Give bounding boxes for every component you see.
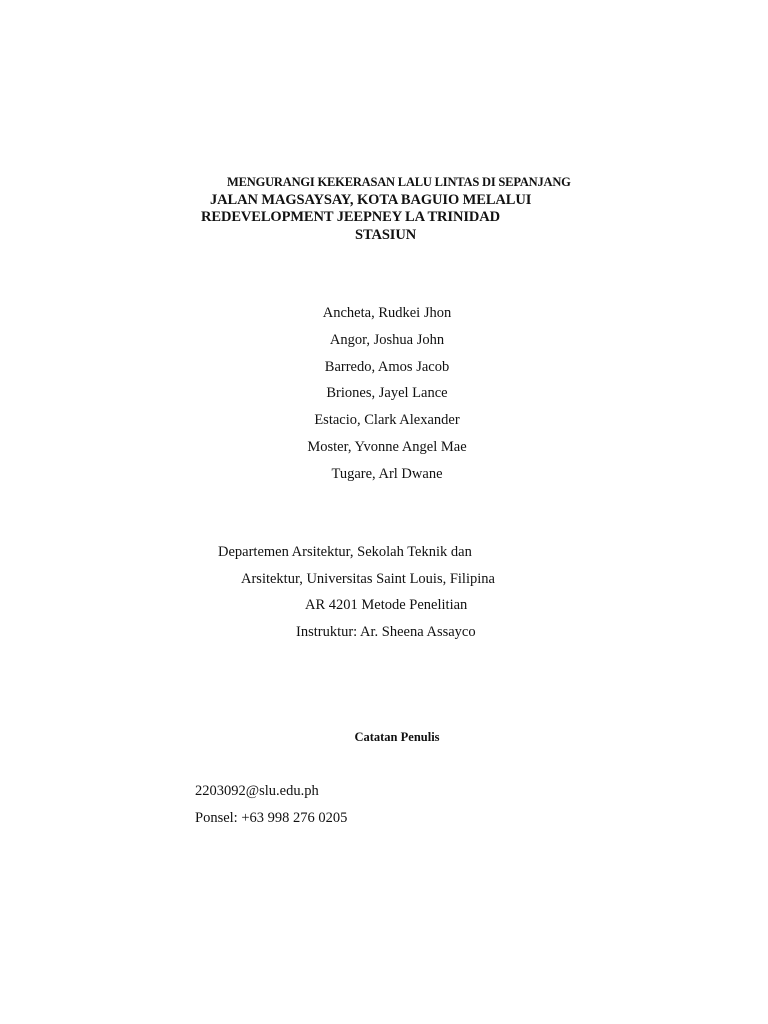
author-name: Tugare, Arl Dwane xyxy=(331,466,443,482)
author-note-heading: Catatan Penulis xyxy=(354,730,440,744)
title-line-4: STASIUN xyxy=(355,227,417,243)
affiliation-line-1: Departemen Arsitektur, Sekolah Teknik dan xyxy=(218,544,472,560)
author-email: 2203092@slu.edu.ph xyxy=(195,783,319,799)
author-name: Barredo, Amos Jacob xyxy=(324,359,450,375)
title-line-1: MENGURANGI KEKERASAN LALU LINTAS DI SEPANJANG xyxy=(227,175,571,189)
author-name: Moster, Yvonne Angel Mae xyxy=(307,439,467,455)
title-line-2: JALAN MAGSAYSAY, KOTA BAGUIO MELALUI xyxy=(210,192,532,208)
author-name: Estacio, Clark Alexander xyxy=(314,412,460,428)
instructor-line: Instruktur: Ar. Sheena Assayco xyxy=(296,624,476,640)
author-name: Angor, Joshua John xyxy=(329,332,445,348)
course-line: AR 4201 Metode Penelitian xyxy=(305,597,468,613)
author-name: Briones, Jayel Lance xyxy=(326,385,448,401)
author-phone: Ponsel: +63 998 276 0205 xyxy=(195,810,348,826)
affiliation-line-2: Arsitektur, Universitas Saint Louis, Filipina xyxy=(241,571,495,587)
author-name: Ancheta, Rudkei Jhon xyxy=(322,305,452,321)
title-line-3: REDEVELOPMENT JEEPNEY LA TRINIDAD xyxy=(201,209,500,225)
